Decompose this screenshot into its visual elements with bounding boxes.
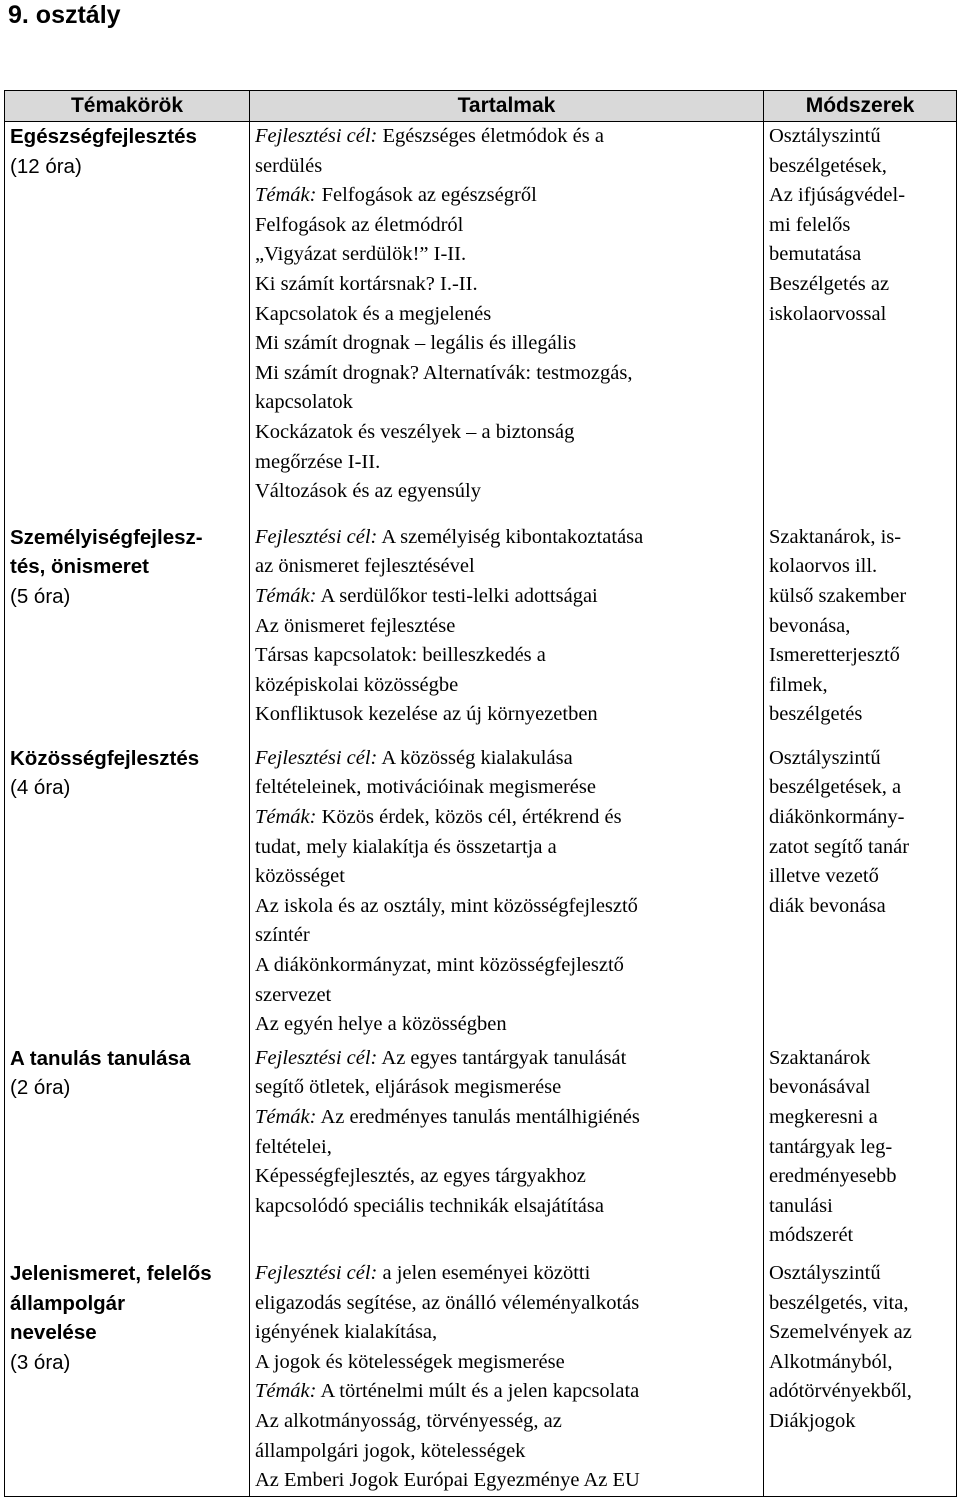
content-line xyxy=(255,862,759,892)
content-cell xyxy=(250,1259,764,1496)
content-line xyxy=(255,270,759,300)
content-text: Képességfejlesztés, az egyes tárgyakhoz xyxy=(255,1165,586,1188)
method-line: diák bevonása xyxy=(769,894,886,917)
content-text: Felfogások az egészségről xyxy=(316,184,537,207)
topic-name: Egészségfejlesztés xyxy=(10,125,197,148)
content-line xyxy=(255,1259,759,1289)
content-line xyxy=(255,388,759,418)
method-line: adótörvényekből, xyxy=(769,1380,912,1403)
method-line: bevonásával xyxy=(769,1076,871,1099)
content-text: serdülés xyxy=(255,154,323,177)
content-text: középiskolai közösségbe xyxy=(255,673,459,696)
content-line xyxy=(255,1289,759,1319)
content-text: Egészséges életmódok és a xyxy=(377,125,604,147)
content-line xyxy=(255,1192,759,1222)
content-lead-label: Fejlesztési cél: xyxy=(255,525,378,548)
content-text: A diákönkormányzat, mint közösségfejlesztő xyxy=(255,954,624,977)
table-row xyxy=(5,1044,957,1259)
content-line xyxy=(255,981,759,1011)
method-line: tantárgyak leg- xyxy=(769,1135,893,1158)
content-line xyxy=(255,921,759,951)
table-header-row xyxy=(5,91,957,122)
content-text: Az Emberi Jogok Európai Egyezménye Az EU xyxy=(255,1469,640,1492)
content-text: „Vigyázat serdülök!” I-II. xyxy=(255,243,467,266)
method-line: Az ifjúságvédel- xyxy=(769,184,906,207)
content-cell xyxy=(250,1044,764,1259)
methods-cell xyxy=(764,1044,957,1259)
content-text: az önismeret fejlesztésével xyxy=(255,555,475,578)
content-line xyxy=(255,181,759,211)
content-line xyxy=(255,1437,759,1467)
content-cell xyxy=(250,523,764,744)
page-title: 9. osztály xyxy=(8,1,121,29)
content-line xyxy=(255,671,759,701)
table-body xyxy=(5,122,957,1497)
content-text: segítő ötletek, eljárások megismerése xyxy=(255,1076,562,1099)
topic-hours: (2 óra) xyxy=(10,1076,71,1100)
content-line xyxy=(255,582,759,612)
content-line xyxy=(255,211,759,241)
content-text: A jogok és kötelességek megismerése xyxy=(255,1350,565,1373)
content-line xyxy=(255,240,759,270)
content-text: feltételei, xyxy=(255,1135,332,1158)
content-line xyxy=(255,552,759,582)
content-line xyxy=(255,892,759,922)
content-text: közösséget xyxy=(255,865,345,888)
content-cell xyxy=(250,122,764,523)
method-line: diákönkormány- xyxy=(769,806,905,829)
content-text: A serdülőkor testi-lelki adottságai xyxy=(316,584,598,607)
method-line: Osztályszintű xyxy=(769,1261,881,1284)
content-text: Közös érdek, közös cél, értékrend és xyxy=(316,806,622,829)
method-line: Osztályszintű xyxy=(769,125,881,147)
method-line: tanulási xyxy=(769,1194,833,1217)
table-row xyxy=(5,744,957,1044)
content-line xyxy=(255,448,759,478)
content-lead-label: Fejlesztési cél: xyxy=(255,1046,378,1069)
content-line xyxy=(255,951,759,981)
content-text: tudat, mely kialakítja és összetartja a xyxy=(255,835,557,858)
content-line xyxy=(255,152,759,182)
methods-cell xyxy=(764,1259,957,1496)
method-line: Szaktanárok, is- xyxy=(769,525,902,548)
content-lead-label: Témák: xyxy=(255,806,317,829)
content-lead-label: Témák: xyxy=(255,584,317,607)
content-line xyxy=(255,612,759,642)
content-text: Az egyén helye a közösségben xyxy=(255,1013,507,1036)
content-text: szervezet xyxy=(255,983,332,1006)
topic-cell xyxy=(5,122,250,523)
content-text: Az egyes tantárgyak tanulását xyxy=(377,1046,627,1069)
content-text: állampolgári jogok, kötelességek xyxy=(255,1439,526,1462)
content-line xyxy=(255,1407,759,1437)
topic-cell xyxy=(5,744,250,1044)
content-cell xyxy=(250,744,764,1044)
topic-cell xyxy=(5,1259,250,1496)
content-line xyxy=(255,700,759,730)
content-text: megőrzése I-II. xyxy=(255,450,381,473)
topic-hours: (5 óra) xyxy=(10,584,71,608)
method-line: módszerét xyxy=(769,1224,854,1247)
content-line xyxy=(255,523,759,553)
method-line: beszélgetések, a xyxy=(769,776,902,799)
method-line: külső szakember xyxy=(769,584,907,607)
topic-name: Személyiségfejlesz- xyxy=(10,525,203,549)
content-text: kapcsolódó speciális technikák elsajátítása xyxy=(255,1194,604,1217)
topic-name: Jelenismeret, felelős xyxy=(10,1261,212,1285)
content-line xyxy=(255,641,759,671)
header-methods: Módszerek xyxy=(764,91,957,122)
content-line xyxy=(255,359,759,389)
method-line: zatot segítő tanár xyxy=(769,835,910,858)
curriculum-table xyxy=(4,90,957,1497)
method-line: bemutatása xyxy=(769,243,862,266)
method-line: iskolaorvossal xyxy=(769,302,887,325)
content-lead-label: Fejlesztési cél: xyxy=(255,1261,378,1284)
method-line: bevonása, xyxy=(769,614,851,637)
content-text: Kockázatok és veszélyek – a biztonság xyxy=(255,420,575,443)
content-lead-label: Fejlesztési cél: xyxy=(255,125,378,147)
methods-cell xyxy=(764,744,957,1044)
content-text: igényének kialakítása, xyxy=(255,1321,438,1344)
content-lead-label: Témák: xyxy=(255,1380,317,1403)
content-text: Társas kapcsolatok: beilleszkedés a xyxy=(255,644,546,667)
content-line xyxy=(255,418,759,448)
methods-cell xyxy=(764,122,957,523)
content-text: feltételeinek, motivációinak megismerése xyxy=(255,776,596,799)
topic-name: tés, önismeret xyxy=(10,555,149,579)
content-line xyxy=(255,477,759,507)
content-text: a jelen eseményei közötti xyxy=(377,1261,591,1284)
content-line xyxy=(255,773,759,803)
method-line: Osztályszintű xyxy=(769,746,881,769)
content-line xyxy=(255,1073,759,1103)
content-line xyxy=(255,1348,759,1378)
content-text: Az önismeret fejlesztése xyxy=(255,614,456,637)
content-text: Ki számít kortársnak? I.-II. xyxy=(255,272,478,295)
content-line xyxy=(255,1133,759,1163)
content-line xyxy=(255,803,759,833)
header-topics: Témakörök xyxy=(5,91,250,122)
content-text: A közösség kialakulása xyxy=(377,746,573,769)
content-text: Az alkotmányosság, törvényesség, az xyxy=(255,1409,562,1432)
topic-hours: (3 óra) xyxy=(10,1350,71,1374)
method-line: kolaorvos ill. xyxy=(769,555,878,578)
method-line: Szemelvények az xyxy=(769,1321,912,1344)
topic-name: A tanulás tanulása xyxy=(10,1046,191,1070)
content-line xyxy=(255,1377,759,1407)
content-text: Az eredményes tanulás mentálhigiénés xyxy=(316,1106,640,1128)
table-row xyxy=(5,523,957,744)
content-line xyxy=(255,1318,759,1348)
content-line xyxy=(255,1044,759,1074)
content-text: Az iskola és az osztály, mint közösségfejlesztő xyxy=(255,894,638,917)
content-line xyxy=(255,1010,759,1040)
topic-cell xyxy=(5,523,250,744)
content-line xyxy=(255,122,759,152)
method-line: Ismeretterjesztő xyxy=(769,644,900,667)
table-row xyxy=(5,122,957,523)
content-lead-label: Témák: xyxy=(255,184,317,207)
content-lead-label: Fejlesztési cél: xyxy=(255,746,378,769)
topic-name: nevelése xyxy=(10,1321,97,1345)
content-line xyxy=(255,744,759,774)
topic-name: állampolgár xyxy=(10,1291,126,1315)
content-text: eligazodás segítése, az önálló véleményalkotás xyxy=(255,1291,640,1314)
content-text: Mi számít drognak? Alternatívák: testmozgás, xyxy=(255,361,633,384)
method-line: beszélgetések, xyxy=(769,154,887,177)
header-contents: Tartalmak xyxy=(250,91,764,122)
method-line: Diákjogok xyxy=(769,1409,856,1432)
content-line xyxy=(255,1103,759,1133)
methods-cell xyxy=(764,523,957,744)
content-text: kapcsolatok xyxy=(255,391,353,414)
method-line: Szaktanárok xyxy=(769,1046,871,1069)
method-line: beszélgetés, vita, xyxy=(769,1291,909,1314)
content-text: A történelmi múlt és a jelen kapcsolata xyxy=(316,1380,640,1403)
content-text: Kapcsolatok és a megjelenés xyxy=(255,302,492,325)
content-text: A személyiség kibontakoztatása xyxy=(377,525,644,548)
content-line xyxy=(255,300,759,330)
topic-name: Közösségfejlesztés xyxy=(10,746,200,770)
table-row xyxy=(5,1259,957,1496)
content-line xyxy=(255,833,759,863)
method-line: eredményesebb xyxy=(769,1165,897,1188)
topic-hours: (4 óra) xyxy=(10,776,71,800)
content-text: Konfliktusok kezelése az új környezetben xyxy=(255,703,598,726)
content-text: színtér xyxy=(255,924,310,947)
method-line: mi felelős xyxy=(769,213,851,236)
method-line: Alkotmányból, xyxy=(769,1350,893,1373)
content-text: Változások és az egyensúly xyxy=(255,480,481,503)
topic-hours: (12 óra) xyxy=(10,154,82,178)
method-line: illetve vezető xyxy=(769,865,879,888)
content-line xyxy=(255,1162,759,1192)
content-lead-label: Témák: xyxy=(255,1106,317,1128)
method-line: megkeresni a xyxy=(769,1106,878,1128)
topic-cell xyxy=(5,1044,250,1259)
content-text: Felfogások az életmódról xyxy=(255,213,464,236)
method-line: filmek, xyxy=(769,673,828,696)
method-line: Beszélgetés az xyxy=(769,272,890,295)
content-text: Mi számít drognak – legális és illegális xyxy=(255,332,577,355)
method-line: beszélgetés xyxy=(769,703,863,726)
content-line xyxy=(255,329,759,359)
